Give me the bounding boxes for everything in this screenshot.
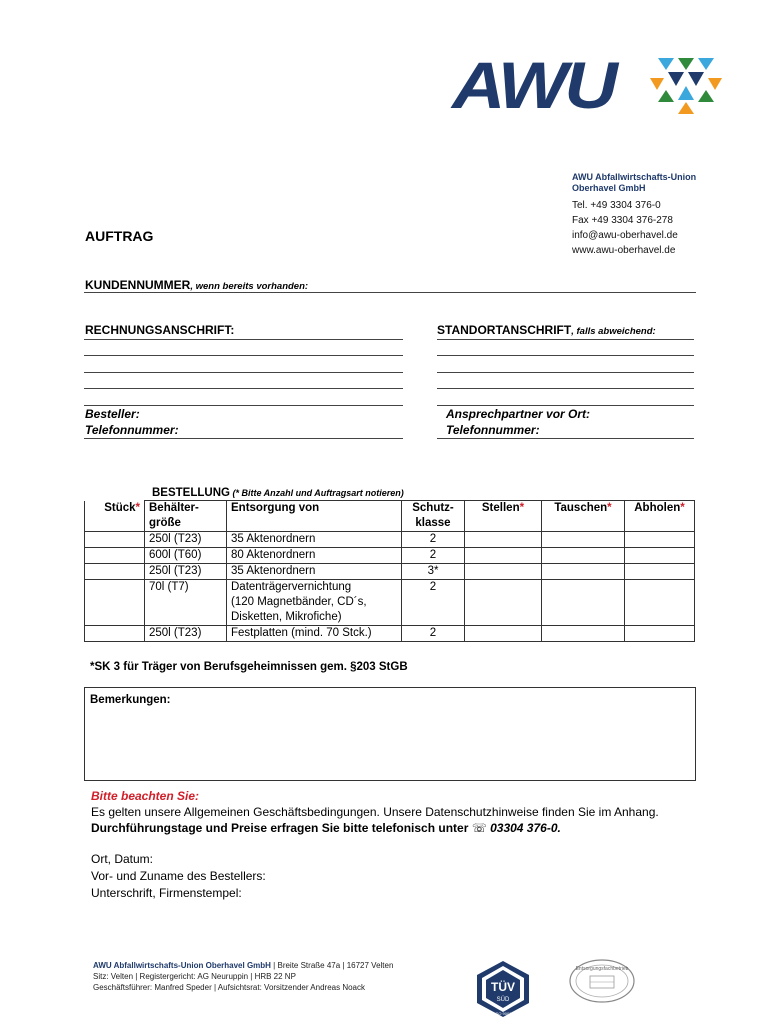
kundennummer-label [85, 278, 308, 292]
awu-logo: AWU [452, 48, 615, 122]
header-stellen [465, 501, 542, 532]
standort-address-line-4[interactable] [437, 388, 694, 389]
rechnung-address-line-2[interactable] [84, 355, 403, 356]
table-row [85, 532, 695, 548]
tuv-sub-label: SÜD [496, 997, 510, 1003]
abholen-input[interactable] [625, 626, 695, 642]
footer-address: | Breite Straße 47a | 16727 Velten [270, 961, 394, 970]
footer-line2: Sitz: Velten | Registergericht: AG Neuruppin | HRB 22 NP [93, 972, 296, 981]
header-tauschen-text: Tauschen [554, 502, 608, 514]
entsorgungsfachbetrieb-seal-icon [568, 958, 636, 1004]
row-item: Datenträgervernichtung [227, 580, 402, 596]
tauschen-input[interactable] [542, 564, 625, 580]
stellen-input[interactable] [465, 548, 542, 564]
row-klasse: 2 [402, 626, 465, 642]
standortanschrift-label-text: STANDORTANSCHRIFT [437, 323, 572, 337]
notice-agb: Es gelten unsere Allgemeinen Geschäftsbedingungen. Unsere Datenschutzhinweise finden Sie im Anhang. [91, 805, 659, 819]
footer-line3: Geschäftsführer: Manfred Speder | Aufsichtsrat: Vorsitzender Andreas Noack [93, 983, 365, 992]
seal-label: Entsorgungsfachbetrieb [575, 966, 629, 972]
awu-emblem-icon [650, 56, 722, 116]
tauschen-input[interactable] [542, 626, 625, 642]
contact-web[interactable]: www.awu-oberhavel.de [572, 245, 676, 256]
required-mark: * [680, 502, 685, 514]
header-stueck-text: Stück [104, 501, 136, 514]
row-klasse: 2 [402, 580, 465, 626]
standort-address-line-3[interactable] [437, 372, 694, 373]
ansprechpartner-telefon-field[interactable] [437, 438, 694, 439]
stueck-input[interactable] [85, 626, 145, 642]
row-klasse: 3* [402, 564, 465, 580]
tauschen-input[interactable] [542, 532, 625, 548]
stellen-input[interactable] [465, 564, 542, 580]
signature-block [91, 851, 266, 902]
contact-email[interactable]: info@awu-oberhavel.de [572, 230, 678, 241]
row-size: 250l (T23) [145, 626, 227, 642]
footer-line1 [93, 960, 393, 971]
bestellung-heading-text: BESTELLUNG [152, 487, 230, 499]
row-item: Disketten, Mikrofiche) [227, 610, 402, 626]
kundennummer-label-text: KUNDENNUMMER [85, 278, 191, 292]
standort-address-line-2[interactable] [437, 355, 694, 356]
standortanschrift-label [437, 323, 656, 337]
bemerkungen-label: Bemerkungen: [90, 694, 171, 706]
order-table [84, 500, 695, 642]
notice-block [91, 788, 659, 836]
rechnung-address-line-4[interactable] [84, 388, 403, 389]
unterschrift-label: Unterschrift, Firmenstempel: [91, 886, 242, 900]
row-klasse: 2 [402, 548, 465, 564]
contact-fax: Fax +49 3304 376-278 [572, 215, 673, 226]
row-item: 35 Aktenordnern [227, 532, 402, 548]
sk3-footnote: *SK 3 für Träger von Berufsgeheimnissen gem. §203 StGB [90, 661, 408, 673]
rechnung-address-line-3[interactable] [84, 372, 403, 373]
stueck-input[interactable] [85, 564, 145, 580]
row-item: (120 Magnetbänder, CD´s, [227, 595, 402, 610]
kundennummer-field[interactable] [84, 292, 696, 293]
header-stellen-text: Stellen [481, 502, 520, 514]
company-name-line2: Oberhavel GmbH [572, 183, 646, 193]
row-item: 80 Aktenordnern [227, 548, 402, 564]
contact-block [572, 172, 696, 258]
bestellung-hint: (* Bitte Anzahl und Auftragsart notieren) [229, 488, 404, 498]
header-behaelter-line2: größe [149, 517, 181, 529]
header-entsorgung: Entsorgung von [227, 501, 402, 532]
page-title: AUFTRAG [85, 228, 154, 244]
besteller-name-label: Vor- und Zuname des Bestellers: [91, 869, 266, 883]
table-row [85, 564, 695, 580]
row-size: 600l (T60) [145, 548, 227, 564]
stellen-input[interactable] [465, 532, 542, 548]
ansprechpartner-block [446, 406, 590, 438]
besteller-telefon-label: Telefonnummer: [85, 423, 179, 437]
contact-tel: Tel. +49 3304 376-0 [572, 200, 661, 211]
required-mark: * [135, 501, 140, 514]
notice-phone-line [91, 820, 659, 836]
header-stueck [85, 501, 145, 532]
notice-heading: Bitte beachten Sie: [91, 789, 200, 803]
besteller-telefon-field[interactable] [84, 438, 403, 439]
tuv-norm-label: ISO 9001 [494, 1011, 512, 1016]
required-mark: * [519, 502, 525, 514]
row-size: 70l (T7) [145, 580, 227, 626]
stueck-input[interactable] [85, 580, 145, 626]
phone-icon: ☏ [471, 821, 487, 835]
row-item: 35 Aktenordnern [227, 564, 402, 580]
row-item: Festplatten (mind. 70 Stck.) [227, 626, 402, 642]
header-abholen [625, 501, 695, 532]
standortanschrift-hint: , falls abweichend: [571, 326, 656, 337]
table-row [85, 626, 695, 642]
required-mark: * [607, 502, 612, 514]
kundennummer-hint: , wenn bereits vorhanden: [190, 281, 309, 292]
notice-phone-number[interactable]: 03304 376-0. [486, 821, 561, 835]
besteller-block [85, 406, 179, 438]
stueck-input[interactable] [85, 548, 145, 564]
abholen-input[interactable] [625, 532, 695, 548]
header-schutzklasse [402, 501, 465, 532]
tuv-label: TÜV [491, 980, 515, 994]
abholen-input[interactable] [625, 548, 695, 564]
standort-address-line-1[interactable] [437, 339, 694, 340]
tauschen-input[interactable] [542, 580, 625, 626]
row-size: 250l (T23) [145, 532, 227, 548]
footer [93, 960, 393, 993]
bestellung-heading [152, 487, 404, 499]
header-schutz-line1: Schutz- [412, 502, 454, 514]
header-tauschen [542, 501, 625, 532]
footer-company: AWU Abfallwirtschafts-Union Oberhavel GmbH [93, 961, 271, 970]
abholen-input[interactable] [625, 564, 695, 580]
header-abholen-text: Abholen [634, 502, 681, 514]
stellen-input[interactable] [465, 580, 542, 626]
ansprechpartner-label: Ansprechpartner vor Ort: [446, 407, 591, 421]
besteller-label: Besteller: [85, 407, 140, 421]
abholen-input[interactable] [625, 580, 695, 626]
notice-phone-text: Durchführungstage und Preise erfragen Sie bitte telefonisch unter [91, 821, 469, 835]
rechnungsanschrift-label: RECHNUNGSANSCHRIFT: [85, 323, 235, 337]
table-row [85, 580, 695, 596]
company-name-line1: AWU Abfallwirtschafts-Union [572, 172, 697, 182]
header-schutz-line2: klasse [415, 517, 451, 529]
header-behaelter-line1: Behälter- [149, 502, 199, 514]
bemerkungen-field[interactable] [84, 687, 696, 781]
header-behaelter [145, 501, 227, 532]
order-header-row [85, 501, 695, 532]
rechnung-address-line-1[interactable] [84, 339, 403, 340]
row-klasse: 2 [402, 532, 465, 548]
ort-datum-label: Ort, Datum: [91, 852, 154, 866]
stueck-input[interactable] [85, 532, 145, 548]
tauschen-input[interactable] [542, 548, 625, 564]
ansprechpartner-telefon-label: Telefonnummer: [446, 423, 540, 437]
stellen-input[interactable] [465, 626, 542, 642]
row-size: 250l (T23) [145, 564, 227, 580]
table-row [85, 548, 695, 564]
tuv-certification-icon [474, 960, 532, 1018]
